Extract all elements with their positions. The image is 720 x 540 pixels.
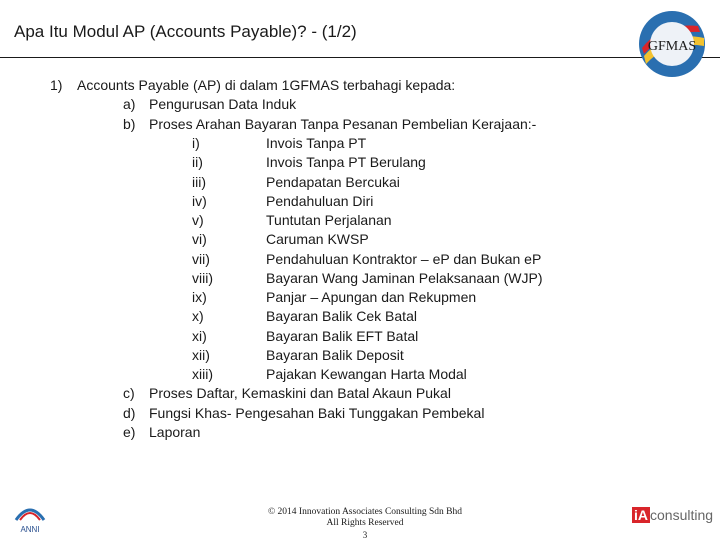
sub-a-label: a) <box>123 96 136 112</box>
sub-b-text: Proses Arahan Bayaran Tanpa Pesanan Pembelian Kerajaan:- <box>149 116 537 132</box>
roman-text: Bayaran Balik Deposit <box>266 347 404 363</box>
roman-num: vi) <box>192 231 207 247</box>
roman-text: Pendahuluan Kontraktor – eP dan Bukan eP <box>266 251 542 267</box>
roman-num: ix) <box>192 289 207 305</box>
sub-b-label: b) <box>123 116 136 132</box>
roman-text: Invois Tanpa PT Berulang <box>266 154 426 170</box>
roman-num: xii) <box>192 347 210 363</box>
sub-d-label: d) <box>123 405 136 421</box>
roman-text: Bayaran Wang Jaminan Pelaksanaan (WJP) <box>266 270 543 286</box>
roman-num: i) <box>192 135 200 151</box>
roman-num: v) <box>192 212 204 228</box>
roman-num: xi) <box>192 328 207 344</box>
sub-d-text: Fungsi Khas- Pengesahan Baki Tunggakan Pembekal <box>149 405 485 421</box>
sub-a-text: Pengurusan Data Induk <box>149 96 297 112</box>
ia-logo-text: consulting <box>650 507 714 523</box>
roman-num: xiii) <box>192 366 213 382</box>
roman-text: Caruman KWSP <box>266 231 369 247</box>
roman-text: Bayaran Balik EFT Batal <box>266 328 419 344</box>
svg-text:ANNI: ANNI <box>20 525 40 534</box>
item-1-text: Accounts Payable (AP) di dalam 1GFMAS terbahagi kepada: <box>77 77 456 93</box>
sub-c-text: Proses Daftar, Kemaskini dan Batal Akaun Pukal <box>149 385 451 401</box>
roman-text: Pendapatan Bercukai <box>266 174 400 190</box>
roman-num: iv) <box>192 193 207 209</box>
sub-e-text: Laporan <box>149 424 201 440</box>
sub-e-label: e) <box>123 424 136 440</box>
roman-num: x) <box>192 308 204 324</box>
sub-c-label: c) <box>123 385 135 401</box>
roman-num: iii) <box>192 174 206 190</box>
item-1-number: 1) <box>50 77 63 93</box>
page-number: 3 <box>362 530 368 540</box>
roman-text: Invois Tanpa PT <box>266 135 367 151</box>
roman-text: Bayaran Balik Cek Batal <box>266 308 417 324</box>
ia-logo-box: iA <box>634 507 648 523</box>
roman-num: viii) <box>192 270 213 286</box>
svg-text:GFMAS: GFMAS <box>647 39 697 54</box>
title-divider <box>0 57 720 58</box>
roman-num: vii) <box>192 251 210 267</box>
anni-logo <box>10 496 50 536</box>
gfmas-logo <box>636 8 708 80</box>
roman-text: Tuntutan Perjalanan <box>266 212 392 228</box>
roman-num: ii) <box>192 154 203 170</box>
rights-text: All Rights Reserved <box>326 518 404 528</box>
copyright-text: © 2014 Innovation Associates Consulting Sdn Bhd <box>267 507 463 517</box>
roman-text: Panjar – Apungan dan Rekupmen <box>266 289 477 305</box>
ia-consulting-logo <box>632 507 713 523</box>
roman-text: Pendahuluan Diri <box>266 193 374 209</box>
page-title: Apa Itu Modul AP (Accounts Payable)? - (1/2) <box>14 22 357 41</box>
roman-text: Pajakan Kewangan Harta Modal <box>266 366 467 382</box>
